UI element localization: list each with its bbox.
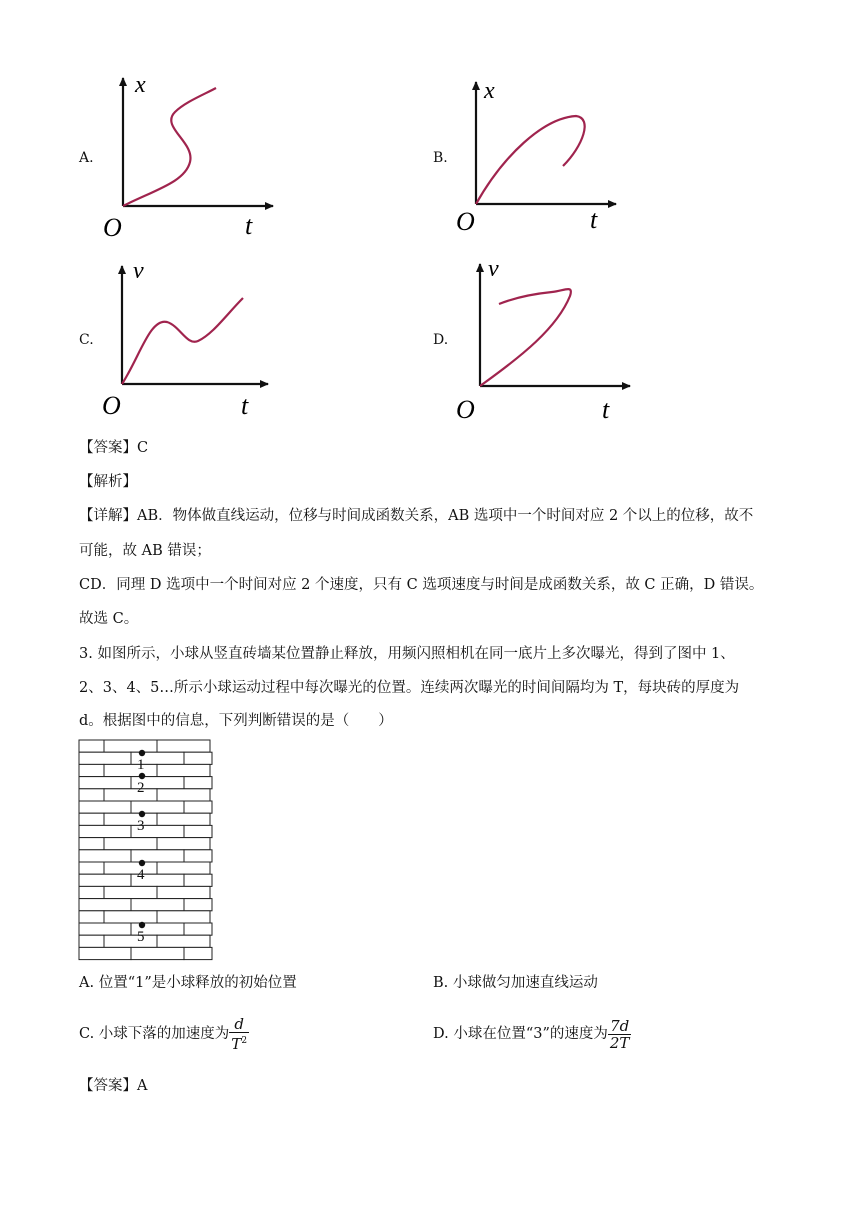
q3-stem-line1: 3. 如图所示，小球从竖直砖墙某位置静止释放，用频闪照相机在同一底片上多次曝光，得到了图中 1、 <box>79 646 735 662</box>
graph-c-curve <box>122 298 243 384</box>
ball-position-3 <box>139 811 145 817</box>
brick <box>131 850 184 862</box>
brick <box>184 752 212 764</box>
q3-answer: 【答案】A <box>79 1078 148 1094</box>
option-c-label: C. <box>79 332 94 348</box>
graph-d-x-label: t <box>602 395 610 424</box>
graph-a <box>95 72 285 242</box>
graph-d-y-label: v <box>488 256 499 282</box>
q3-option-d-denominator: 2T <box>609 1033 630 1052</box>
brick <box>79 838 104 850</box>
q2-detail-line3: CD．同理 D 选项中一个时间对应 2 个速度，只有 C 选项速度与时间是成函数关系，故 C 正确，D 错误。 <box>79 577 764 593</box>
brick <box>104 886 157 898</box>
option-a-label: A. <box>79 150 94 166</box>
brick <box>184 899 212 911</box>
graph-c-x-label: t <box>241 391 249 420</box>
brick <box>184 777 212 789</box>
graph-b-y-label: x <box>484 78 495 104</box>
brick <box>79 777 131 789</box>
brick <box>184 825 212 837</box>
brick <box>79 862 104 874</box>
q3-option-c-den-base: T <box>231 1035 242 1053</box>
q3-option-a: A. 位置“1”是小球释放的初始位置 <box>79 975 297 991</box>
brick <box>131 801 184 813</box>
q3-option-c-numerator: d <box>229 1016 249 1033</box>
brick <box>184 923 212 935</box>
ball-position-4 <box>139 860 145 866</box>
q2-detail-line2: 可能，故 AB 错误； <box>79 543 211 559</box>
brick <box>131 947 184 959</box>
brick <box>79 911 104 923</box>
ball-label-3: 3 <box>137 818 145 834</box>
brick <box>104 838 157 850</box>
brick <box>79 947 131 959</box>
brick <box>104 813 157 825</box>
brick <box>79 923 131 935</box>
graph-b-origin: O <box>456 207 475 236</box>
q3-option-c-fraction <box>229 1016 249 1052</box>
brick <box>104 764 157 776</box>
brick <box>184 947 212 959</box>
brick <box>79 874 131 886</box>
ball-label-5: 5 <box>137 929 145 945</box>
brick <box>157 911 210 923</box>
q2-answer: 【答案】C <box>79 440 149 456</box>
brick <box>79 825 131 837</box>
graph-d <box>452 256 642 424</box>
brick <box>79 899 131 911</box>
q3-option-d-text: D. 小球在位置“3”的速度为 <box>433 1026 608 1042</box>
brick <box>157 813 210 825</box>
brick <box>131 899 184 911</box>
graph-b <box>448 76 638 238</box>
q3-option-c-den-exp: 2 <box>241 1036 248 1046</box>
brick <box>79 801 131 813</box>
ball-label-1: 1 <box>137 757 145 773</box>
q3-option-c <box>79 1012 249 1056</box>
graph-b-x-label: t <box>590 205 598 234</box>
brick <box>104 740 157 752</box>
brick <box>157 740 210 752</box>
q3-option-c-denominator <box>229 1033 249 1052</box>
brick <box>157 764 210 776</box>
ball-position-1 <box>139 750 145 756</box>
brick <box>104 789 157 801</box>
brick <box>157 789 210 801</box>
graph-c <box>95 256 285 420</box>
q3-option-b: B. 小球做匀加速直线运动 <box>433 975 598 991</box>
graph-c-y-label: v <box>133 258 144 284</box>
brick <box>184 850 212 862</box>
q2-detail-line1: 【详解】AB．物体做直线运动，位移与时间成函数关系，AB 选项中一个时间对应 2 个以上的位移，故不 <box>79 508 754 524</box>
q3-stem-line3: d。根据图中的信息，下列判断错误的是（ ） <box>79 713 393 729</box>
brick <box>157 838 210 850</box>
graph-b-curve <box>476 116 585 204</box>
brick <box>157 886 210 898</box>
brick-wall-figure <box>78 738 214 964</box>
graph-d-curve <box>480 289 571 386</box>
graph-a-origin: O <box>103 213 122 242</box>
brick <box>104 935 157 947</box>
brick <box>184 874 212 886</box>
brick <box>79 886 104 898</box>
brick <box>157 862 210 874</box>
q2-detail-line4: 故选 C。 <box>79 611 139 627</box>
brick <box>79 850 131 862</box>
ball-position-2 <box>139 773 145 779</box>
brick <box>79 752 131 764</box>
graph-a-x-label: t <box>245 211 253 240</box>
q3-stem-line2: 2、3、4、5…所示小球运动过程中每次曝光的位置。连续两次曝光的时间间隔均为 T，每块砖的厚度为 <box>79 680 740 696</box>
q3-option-c-text: C. 小球下落的加速度为 <box>79 1026 230 1042</box>
q3-option-d-fraction <box>608 1018 632 1051</box>
graph-c-origin: O <box>102 391 121 420</box>
ball-position-5 <box>139 922 145 928</box>
brick <box>104 862 157 874</box>
option-d-label: D. <box>433 332 449 348</box>
graph-d-origin: O <box>456 395 475 424</box>
brick <box>79 740 104 752</box>
brick <box>79 935 104 947</box>
brick <box>157 935 210 947</box>
ball-label-2: 2 <box>137 780 145 796</box>
graph-a-curve <box>123 88 216 206</box>
brick <box>104 911 157 923</box>
brick <box>79 764 104 776</box>
brick <box>79 789 104 801</box>
brick <box>79 813 104 825</box>
brick <box>184 801 212 813</box>
ball-label-4: 4 <box>137 867 145 883</box>
q3-option-d-numerator: 7d <box>608 1018 632 1035</box>
graph-a-y-label: x <box>135 72 146 98</box>
q2-analysis-label: 【解析】 <box>79 474 137 490</box>
option-b-label: B. <box>433 150 448 166</box>
q3-option-d <box>433 1012 631 1056</box>
